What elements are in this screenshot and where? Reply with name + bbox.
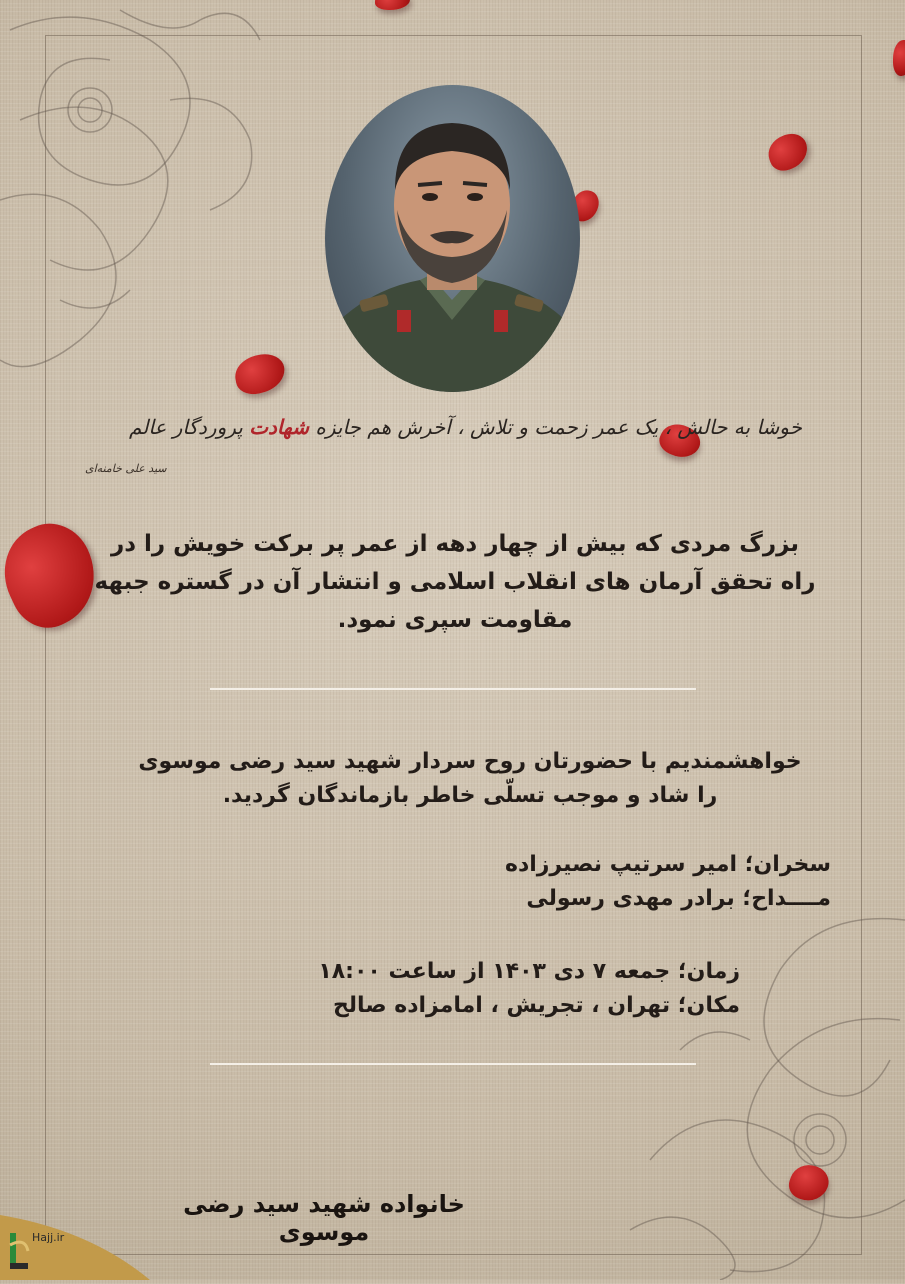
poem-highlight-word: شهادت	[249, 415, 309, 439]
poem-text-end: پروردگار عالم	[128, 415, 250, 439]
poem-line	[102, 415, 802, 439]
speaker-line: سخران؛ امیر سرتیپ نصیرزاده	[504, 852, 831, 877]
divider-top	[210, 688, 696, 690]
hajj-logo	[0, 1215, 150, 1280]
time-line: زمان؛ جمعه ۷ دی ۱۴۰۳ از ساعت ۱۸:۰۰	[318, 959, 740, 984]
event-details	[180, 955, 740, 1023]
invitation-line-2: را شاد و موجب تسلّی خاطر بازماندگان گردید.	[222, 783, 718, 808]
martyr-portrait	[325, 85, 580, 392]
invitation-text	[120, 745, 820, 813]
rose-petal	[893, 40, 905, 76]
intro-paragraph: بزرگ مردی که بیش از چهار دهه از عمر پر برکت خویش را در راه تحقق آرمان های انقلاب اسلامی و انتشار آن در گستره جبهه مقاومت سپری نمود.	[94, 531, 816, 633]
poem-text-start: خوشا به حالش ، یک عمر زحمت و تلاش ، آخرش هم جایزه	[309, 415, 802, 439]
family-signature: خانواده شهید سید رضی موسوی	[183, 1190, 465, 1246]
logo-text: Hajj.ir	[32, 1231, 65, 1244]
rose-petal	[375, 0, 410, 10]
floral-ornament-top-left	[0, 0, 270, 380]
divider-bottom	[210, 1063, 696, 1065]
speaker-details	[271, 848, 831, 916]
place-line: مکان؛ تهران ، تجریش ، امامزاده صالح	[332, 993, 740, 1018]
eulogist-line: مــــداح؛ برادر مهدی رسولی	[526, 886, 831, 911]
invitation-line-1: خواهشمندیم با حضورتان روح سردار شهید سید رضی موسوی	[138, 749, 802, 774]
signature: سید علی خامنه‌ای	[85, 462, 167, 475]
